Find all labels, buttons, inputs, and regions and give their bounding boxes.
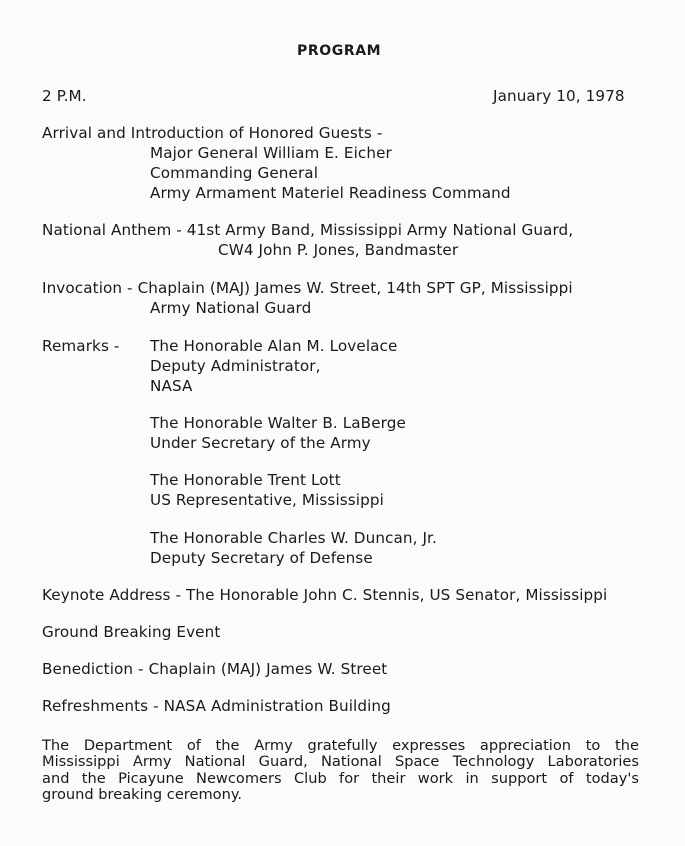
event-date: January 10, 1978 xyxy=(493,87,625,105)
speaker-name: The Honorable Alan M. Lovelace xyxy=(150,337,398,355)
speaker-name: The Honorable Charles W. Duncan, Jr. xyxy=(150,529,437,547)
acknowledgement-line: ground breaking ceremony. xyxy=(42,786,243,804)
invocation-line-2: Army National Guard xyxy=(150,299,312,317)
arrival-heading: Arrival and Introduction of Honored Guests - xyxy=(42,124,383,142)
arrival-guest-command: Army Armament Materiel Readiness Command xyxy=(150,184,511,202)
keynote-address: Keynote Address - The Honorable John C. Stennis, US Senator, Mississippi xyxy=(42,586,608,604)
speaker-title: NASA xyxy=(150,377,193,395)
benediction: Benediction - Chaplain (MAJ) James W. Street xyxy=(42,660,388,678)
acknowledgement-line: Mississippi Army National Guard, National Space Technology Laboratories xyxy=(42,753,639,771)
speaker-title: Under Secretary of the Army xyxy=(150,434,371,452)
acknowledgement-line: The Department of the Army gratefully expresses appreciation to the xyxy=(42,737,639,754)
refreshments: Refreshments - NASA Administration Building xyxy=(42,697,391,715)
speaker-name: The Honorable Walter B. LaBerge xyxy=(150,414,406,432)
speaker-title: Deputy Secretary of Defense xyxy=(150,549,373,567)
page-title: PROGRAM xyxy=(297,43,382,59)
event-time: 2 P.M. xyxy=(42,87,87,105)
arrival-guest-name: Major General William E. Eicher xyxy=(150,144,392,162)
arrival-guest-title: Commanding General xyxy=(150,164,319,182)
speaker-title: Deputy Administrator, xyxy=(150,357,321,375)
anthem-bandmaster: CW4 John P. Jones, Bandmaster xyxy=(218,241,459,259)
anthem-line: National Anthem - 41st Army Band, Mississippi Army National Guard, xyxy=(42,221,574,239)
remarks-label: Remarks - xyxy=(42,337,120,355)
speaker-name: The Honorable Trent Lott xyxy=(150,471,341,489)
acknowledgement-paragraph xyxy=(42,738,639,804)
acknowledgement-line: and the Picayune Newcomers Club for their work in support of today's xyxy=(42,769,639,787)
ground-breaking-event: Ground Breaking Event xyxy=(42,623,221,641)
speaker-title: US Representative, Mississippi xyxy=(150,491,384,509)
invocation-line: Invocation - Chaplain (MAJ) James W. Street, 14th SPT GP, Mississippi xyxy=(42,279,573,297)
